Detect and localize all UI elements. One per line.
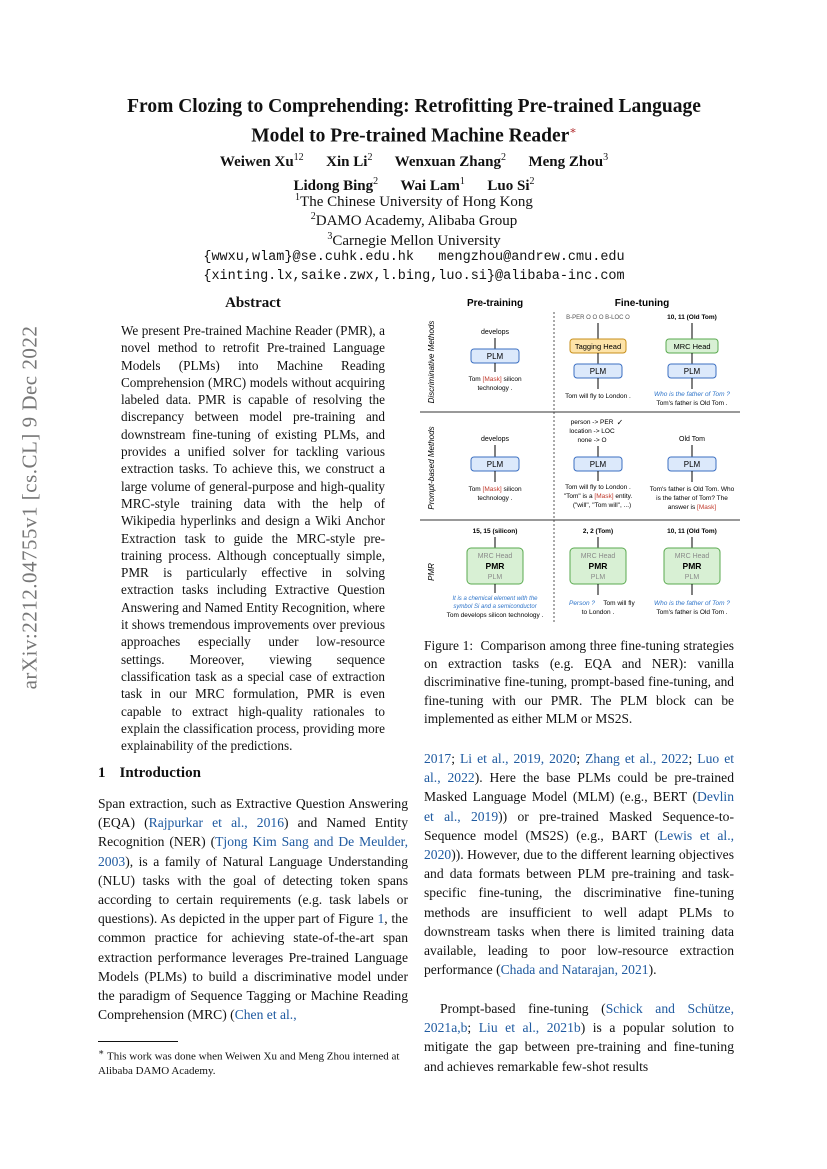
- pmr-label: PMR: [588, 561, 608, 571]
- ner-input: Tom will fly to London .: [565, 393, 631, 400]
- plm-label: PLM: [684, 574, 700, 581]
- section-heading: [98, 765, 215, 782]
- row-label-prompt: Prompt-based Methods: [427, 426, 436, 510]
- author-name: Wai Lam: [400, 178, 460, 194]
- author-name: Xin Li: [326, 154, 368, 170]
- pmr-query: Who is the father of Tom ?: [654, 600, 730, 607]
- citation-link[interactable]: Chada and Natarajan, 2021: [500, 962, 649, 978]
- pretraining-input: [468, 486, 522, 493]
- tag-sequence: B-PER O O O B-LOC O: [566, 315, 630, 321]
- affiliation-name: Carnegie Mellon University: [332, 233, 501, 249]
- figure-link[interactable]: 1: [377, 911, 385, 927]
- citation-link[interactable]: Li et al., 2019, 2020: [459, 751, 577, 766]
- title-footnote-mark[interactable]: ∗: [569, 125, 577, 137]
- caption-text: Comparison among three fine-tuning strategies on extraction tasks (e.g. EQA and NER): vanilla discriminative fine-tuning, prompt-based fine-tuning, and fine-tuning with our PMR. The PLM block can be implemented as either MLM or MS2S.: [424, 638, 734, 726]
- author-sup: 2: [500, 152, 506, 163]
- text-run: silicon: [501, 486, 522, 493]
- text-run: Span extraction, such as Extractive Question Answering (EQA) (: [98, 796, 408, 831]
- plm-label: PLM: [589, 367, 607, 376]
- title-line1: From Clozing to Comprehending: Retrofitting Pre-trained Language: [127, 96, 701, 117]
- prompt-qa-input: Tom's father is Old Tom. Who: [649, 486, 735, 493]
- text-run: entity.: [613, 493, 633, 500]
- answer-label: Old Tom: [679, 436, 705, 443]
- pmr-output: 15, 15 (silicon): [472, 528, 518, 535]
- text-run: ;: [688, 751, 698, 766]
- mrc-question: Who is the father of Tom ?: [654, 391, 730, 398]
- candidate-spans: ("will", "Tom will", ...): [572, 502, 632, 509]
- figure-caption: [424, 637, 734, 728]
- pretraining-header: Pre-training: [466, 298, 524, 309]
- affiliation-sup: 1: [295, 192, 301, 203]
- mrc-head-label: MRC Head: [674, 553, 710, 560]
- text-run: ;: [451, 751, 460, 766]
- plm-label: PLM: [590, 574, 606, 581]
- row-label-discriminative: Discriminative Methods: [427, 320, 436, 404]
- mask-token: [Mask]: [697, 504, 717, 511]
- pretraining-input: technology .: [477, 495, 513, 502]
- author-sup: 2: [373, 176, 379, 187]
- citation-link[interactable]: Schick and Schütze, 2021a,b: [424, 1001, 734, 1036]
- develops-label: develops: [480, 329, 510, 336]
- pmr-context: to London .: [581, 609, 615, 616]
- section-title: Introduction: [119, 765, 201, 781]
- finetuning-header: Fine-tuning: [614, 298, 670, 309]
- text-run: ;: [467, 1020, 479, 1036]
- author-sup: 2: [529, 176, 535, 187]
- prompt-qa-input: [668, 504, 717, 511]
- mask-token: [Mask]: [482, 486, 502, 493]
- text-run: ) is a popular solution to mitigate the gap between pre-training and fine-tuning and achieves remarkable few-shot results: [424, 1020, 734, 1074]
- author-name: Wenxuan Zhang: [394, 154, 501, 170]
- affiliation-name: DAMO Academy, Alibaba Group: [315, 213, 518, 229]
- pmr-output: 10, 11 (Old Tom): [667, 528, 717, 535]
- plm-label: PLM: [683, 460, 701, 469]
- develops-label: develops: [480, 436, 510, 443]
- footnote-rule: [98, 1041, 178, 1042]
- text-run: Tom: [468, 486, 483, 493]
- prompt-template: [564, 493, 633, 500]
- intro-paragraph: [98, 794, 408, 1024]
- plm-label: PLM: [589, 460, 607, 469]
- pretraining-input: [468, 376, 522, 383]
- text-run: Prompt-based fine-tuning (: [440, 1001, 606, 1016]
- affiliation-sup: 2: [310, 211, 316, 222]
- figure-1: [420, 292, 740, 627]
- author-sup: 12: [293, 152, 304, 163]
- pmr-query: symbol Si and a semiconductor: [453, 604, 537, 610]
- mrc-output: 10, 11 (Old Tom): [667, 314, 717, 321]
- text-run: ), is a family of Natural Language Understanding (NLU) tasks with the goal of detecting token spans according to certain requirements (e.g. task labels or questions). As depicted in the upper part of Figure: [98, 853, 408, 927]
- text-run: , the common practice for achieving state-of-the-art span extraction performance leverages Pre-trained Language Models (PLMs) to build a discriminative model under the paradigm of Sequence Tagging or Machine Reading Comprehension (MRC) (: [98, 911, 408, 1023]
- plm-label: PLM: [683, 367, 701, 376]
- text-run: )). However, due to the different learning objectives and data formats between PLM pre-training and task-specific fine-tuning, the discriminative fine-tuning methods are insufficient to well adapt PLMs to downstream tasks when there is limited training data available, leading to poor low-resource extraction performance (: [424, 847, 734, 978]
- email-line: {xinting.lx,saike.zwx,l.bing,luo.si}@alibaba-inc.com: [203, 269, 625, 284]
- verbalizer-map: none -> O: [577, 437, 607, 444]
- paper-title: [80, 95, 748, 149]
- citation-link[interactable]: Luo et al., 2022: [424, 751, 734, 786]
- text-run: )) or pre-trained Masked Sequence-to-Sequence model (MS2S) (e.g., BART (: [424, 808, 734, 843]
- author-name: Luo Si: [487, 178, 530, 194]
- footnote-text: This work was done when Weiwen Xu and Meng Zhou interned at Alibaba DAMO Academy.: [98, 1050, 400, 1077]
- prompt-input: Tom will fly to London .: [565, 484, 631, 491]
- text-run: "Tom" is a: [563, 493, 595, 500]
- abstract-heading: Abstract: [225, 295, 281, 311]
- citation-link[interactable]: 2017: [424, 751, 452, 766]
- pmr-query: It is a chemical element with the: [452, 596, 538, 602]
- text-run: ;: [576, 751, 586, 766]
- section-number: 1: [98, 765, 106, 781]
- author-name: Weiwen Xu: [219, 154, 294, 170]
- footnote: [98, 1045, 408, 1078]
- plm-label: PLM: [486, 352, 504, 361]
- citation-link[interactable]: Tjong Kim Sang and De Meulder, 2003: [98, 834, 409, 869]
- pmr-context: Tom develops silicon technology .: [446, 612, 544, 619]
- verbalizer-map: person -> PER: [570, 419, 614, 426]
- citation-link[interactable]: Lewis et al., 2020: [424, 827, 734, 863]
- email-line: {wwxu,wlam}@se.cuhk.edu.hk mengzhou@andrew.cmu.edu: [203, 250, 625, 265]
- footnote-mark: ∗: [98, 1047, 105, 1057]
- mrc-head-label: MRC Head: [580, 553, 616, 560]
- mrc-context: Tom's father is Old Tom .: [656, 400, 728, 407]
- author-name: Meng Zhou: [528, 154, 604, 170]
- mask-token: [Mask]: [594, 493, 614, 500]
- plm-label: PLM: [486, 460, 504, 469]
- pmr-query: Person ?: [568, 600, 596, 607]
- citation-link[interactable]: Rajpurkar et al., 2016: [148, 815, 284, 831]
- pmr-context: Tom's father is Old Tom .: [656, 609, 728, 616]
- author-name: Lidong Bing: [293, 178, 374, 194]
- mrc-head-label: MRC Head: [673, 342, 711, 351]
- author-sup: 2: [367, 152, 373, 163]
- pmr-label: PMR: [682, 561, 702, 571]
- row-label-pmr: PMR: [427, 563, 436, 581]
- prompt-qa-input: is the father of Tom? The: [656, 495, 728, 502]
- text-run: answer is: [667, 504, 698, 511]
- text-run: ). Here the base PLMs could be pre-trained Masked Language Model (MLM) (e.g., BERT (: [424, 770, 734, 805]
- text-run: ) and Named Entity Recognition (NER) (: [98, 815, 409, 850]
- caption-label: Figure 1:: [424, 638, 474, 653]
- citation-link[interactable]: Zhang et al., 2022: [585, 751, 689, 766]
- mrc-head-label: MRC Head: [477, 553, 513, 560]
- abstract-body: We present Pre-trained Machine Reader (PMR), a novel method to retrofit Pre-trained Language Models (PLMs) into Machine Reading Comprehension (MRC) models without acquiring labeled data. PMR is capable of resolving the discrepancy between model pre-training and downstream fine-tuning of existing PLMs, and provides a unified solver for tackling various extraction tasks. To achieve this, we construct a large volume of general-purpose and high-quality MRC-style training data with the help of Wikipedia hyperlinks and design a Wiki Anchor Extraction task to guide the MRC-style pre-training process. Although conceptually simple, PMR is particularly effective in solving extraction tasks including Extractive Question Answering and Named Entity Recognition, where it shows tremendous improvements over previous approaches especially under low-resource settings. Moreover, viewing sequence classification task as a special case of extraction task in our MRC formulation, PMR is even capable to extract high-quality rationales to explain the classification process, providing more explainability of the predictions.: [121, 323, 385, 754]
- pretraining-input: technology .: [477, 385, 513, 392]
- plm-label: PLM: [487, 574, 503, 581]
- title-line2: Model to Pre-trained Machine Reader: [251, 125, 570, 147]
- citation-link[interactable]: Devlin et al., 2019: [424, 789, 734, 824]
- checkmark-icon: ✓: [616, 418, 624, 427]
- text-run: Tom: [468, 376, 483, 383]
- tagging-head-label: Tagging Head: [574, 342, 622, 351]
- author-sup: 1: [459, 176, 465, 187]
- text-run: ).: [648, 962, 657, 978]
- verbalizer-map: location -> LOC: [569, 428, 615, 435]
- right-column-paragraph: [424, 749, 734, 979]
- author-sup: 3: [603, 152, 609, 163]
- citation-link[interactable]: Liu et al., 2021b: [478, 1020, 581, 1036]
- affiliation-name: The Chinese University of Hong Kong: [300, 194, 533, 210]
- citation-link[interactable]: Chen et al.,: [234, 1007, 297, 1023]
- text-run: silicon: [501, 376, 522, 383]
- pmr-label: PMR: [485, 561, 505, 571]
- arxiv-stamp: arXiv:2212.04755v1 [cs.CL] 9 Dec 2022: [17, 325, 42, 690]
- pmr-context: Tom will fly: [603, 600, 635, 607]
- mask-token: [Mask]: [482, 376, 502, 383]
- affiliation-sup: 3: [327, 231, 333, 242]
- pmr-output: 2, 2 (Tom): [582, 528, 614, 535]
- right-column-paragraph: [424, 999, 734, 1076]
